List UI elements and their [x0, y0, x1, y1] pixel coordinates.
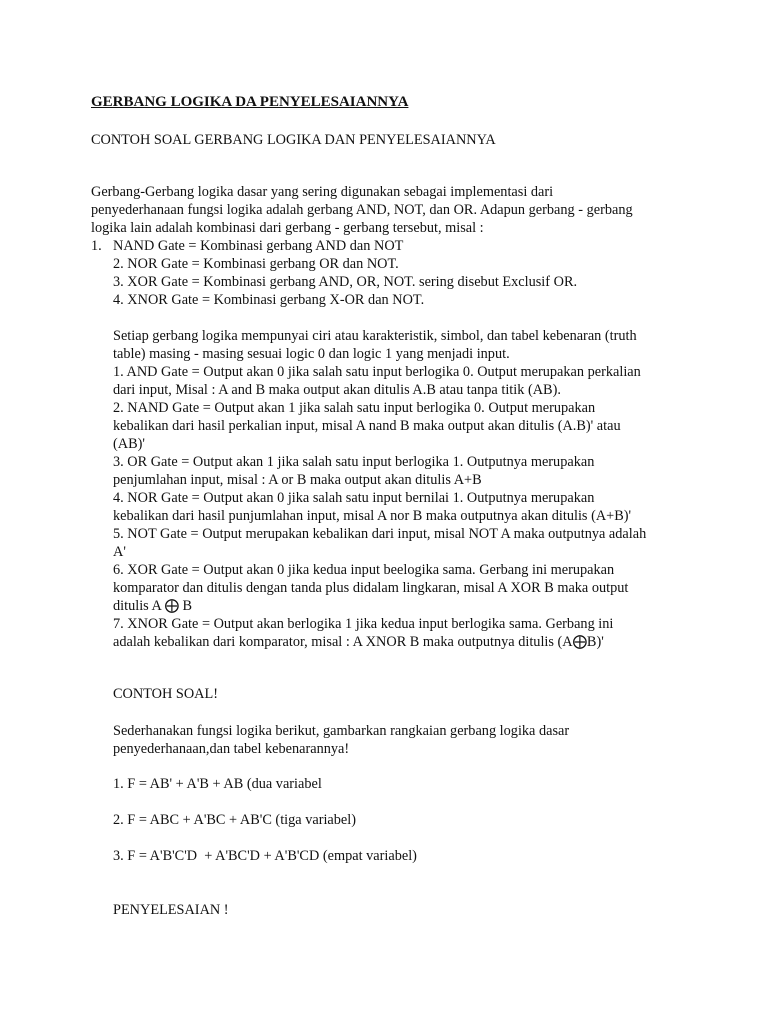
solution-heading: PENYELESAIAN !	[113, 902, 229, 918]
problem-item: 2. F = ABC + A'BC + AB'C (tiga variabel)	[113, 812, 357, 828]
xor-suffix: B	[178, 598, 193, 614]
paragraph-line: Setiap gerbang logika mempunyai ciri atau karakteristik, simbol, dan tabel kebenaran (truth	[113, 328, 637, 344]
paragraph-line: penjumlahan input, misal : A or B maka output akan ditulis A+B	[113, 472, 482, 488]
xnor-suffix: B)'	[586, 634, 604, 650]
paragraph-line: 3. OR Gate = Output akan 1 jika salah satu input berlogika 1. Outputnya merupakan	[113, 454, 595, 470]
paragraph-line: komparator dan ditulis dengan tanda plus didalam lingkaran, misal A XOR B maka output	[113, 580, 629, 596]
paragraph-line: (AB)'	[113, 436, 145, 452]
problem-item: 3. F = A'B'C'D + A'BC'D + A'B'CD (empat variabel)	[113, 848, 417, 864]
list-item-number: 1.	[91, 238, 102, 254]
list-item: 4. XNOR Gate = Kombinasi gerbang X-OR dan NOT.	[113, 292, 425, 308]
paragraph-line: 2. NAND Gate = Output akan 1 jika salah satu input berlogika 0. Output merupakan	[113, 400, 596, 416]
paragraph-line: 6. XOR Gate = Output akan 0 jika kedua input beelogika sama. Gerbang ini merupakan	[113, 562, 615, 578]
paragraph-line: 1. AND Gate = Output akan 0 jika salah satu input berlogika 0. Output merupakan perkalian	[113, 364, 641, 380]
intro-line: logika lain adalah kombinasi dari gerbang - gerbang tersebut, misal :	[91, 220, 484, 236]
paragraph-line	[113, 597, 192, 615]
list-item: 2. NOR Gate = Kombinasi gerbang OR dan NOT.	[113, 256, 399, 272]
xnor-prefix: adalah kebalikan dari komparator, misal : A XNOR B maka outputnya ditulis (A	[113, 634, 573, 650]
instruction-line: Sederhanakan fungsi logika berikut, gambarkan rangkaian gerbang logika dasar	[113, 723, 570, 739]
problem-item: 1. F = AB' + A'B + AB (dua variabel	[113, 776, 322, 792]
intro-line: penyederhanaan fungsi logika adalah gerbang AND, NOT, dan OR. Adapun gerbang - gerbang	[91, 202, 633, 218]
paragraph-line: 4. NOR Gate = Output akan 0 jika salah satu input bernilai 1. Outputnya merupakan	[113, 490, 595, 506]
paragraph-line: table) masing - masing sesuai logic 0 dan logic 1 yang menjadi input.	[113, 346, 510, 362]
paragraph-line: A'	[113, 544, 126, 560]
instruction-line: penyederhanaan,dan tabel kebenarannya!	[113, 741, 350, 757]
intro-line: Gerbang-Gerbang logika dasar yang sering digunakan sebagai implementasi dari	[91, 184, 554, 200]
paragraph-line: dari input, Misal : A and B maka output akan ditulis A.B atau tanpa titik (AB).	[113, 382, 561, 398]
xor-symbol-icon: ⨁	[572, 634, 587, 650]
list-item: 3. XOR Gate = Kombinasi gerbang AND, OR, NOT. sering disebut Exclusif OR.	[113, 274, 578, 290]
document-subtitle: CONTOH SOAL GERBANG LOGIKA DAN PENYELESAIANNYA	[91, 132, 496, 148]
paragraph-line: kebalikan dari hasil punjumlahan input, misal A nor B maka outputnya akan ditulis (A+B)'	[113, 508, 632, 524]
xor-prefix: ditulis A	[113, 598, 165, 614]
list-item: NAND Gate = Kombinasi gerbang AND dan NOT	[113, 238, 404, 254]
paragraph-line	[113, 633, 604, 651]
document-title: GERBANG LOGIKA DA PENYELESAIANNYA	[91, 94, 409, 110]
paragraph-line: 5. NOT Gate = Output merupakan kebalikan dari input, misal NOT A maka outputnya adalah	[113, 526, 647, 542]
paragraph-line: kebalikan dari hasil perkalian input, misal A nand B maka output akan ditulis (A.B)' atau	[113, 418, 621, 434]
xor-symbol-icon: ⨁	[164, 598, 179, 614]
example-heading: CONTOH SOAL!	[113, 686, 218, 702]
paragraph-line: 7. XNOR Gate = Output akan berlogika 1 jika kedua input berlogika sama. Gerbang ini	[113, 616, 614, 632]
